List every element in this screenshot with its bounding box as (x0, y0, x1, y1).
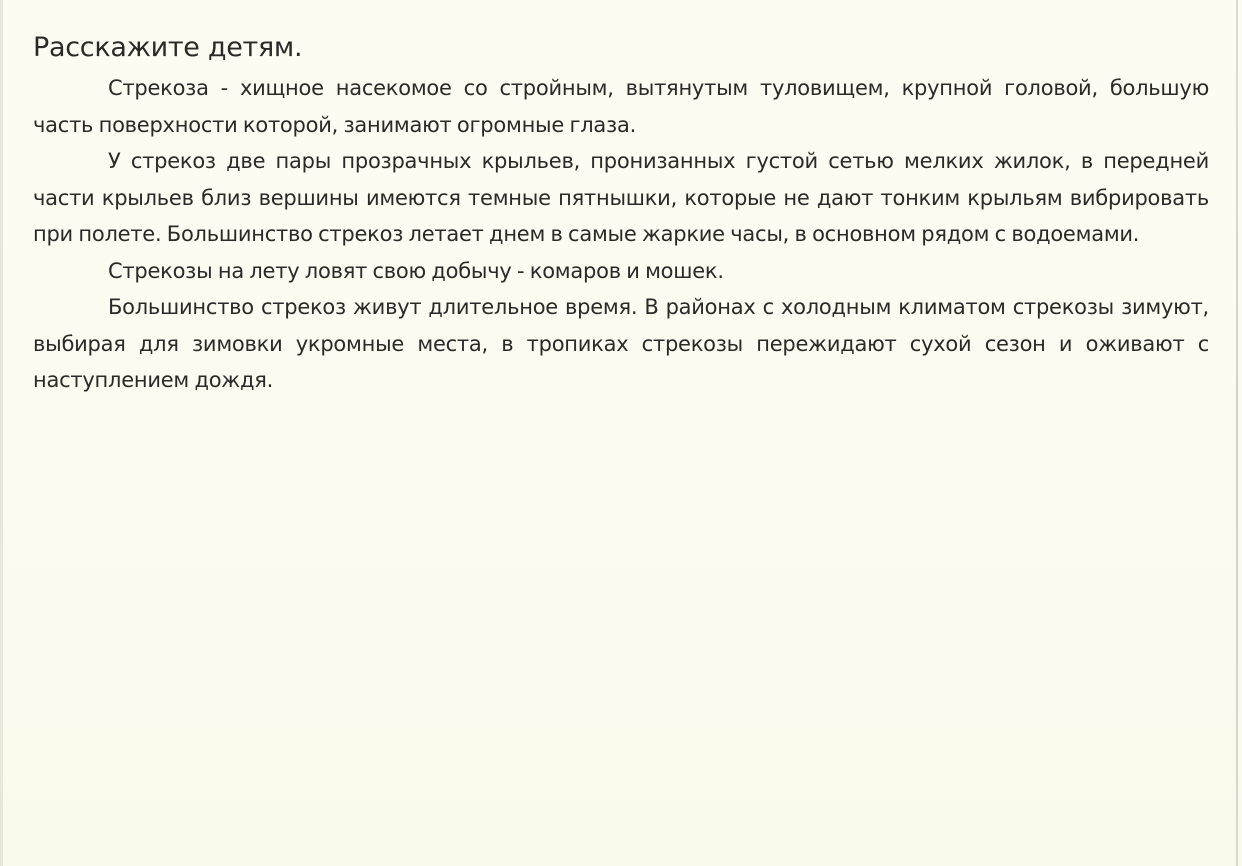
page-right-edge (1236, 0, 1238, 866)
paragraph-dragonfly-wings: У стрекоз две пары прозрачных крыльев, пронизанных густой сетью мелких жилок, в передней части крыльев близ вершины имеются темные пятнышки, которые не дают тонким крыльям вибрировать при полете. Большинство стрекоз летает днем в самые жаркие часы, в основном рядом с водоемами. (33, 149, 1209, 246)
paragraph-dragonfly-intro: Стрекоза - хищное насекомое со стройным, вытянутым туловищем, крупной головой, большую часть поверхности которой, занимают огромные глаза. (33, 76, 1209, 137)
page-heading: Расскажите детям. (33, 32, 303, 63)
paragraph-dragonfly-lifespan: Большинство стрекоз живут длительное время. В районах с холодным климатом стрекозы зимуют, выбирая для зимовки укромные места, в тропиках стрекозы пережидают сухой сезон и оживают с наступлением дождя. (33, 295, 1209, 392)
page-left-edge (0, 0, 3, 866)
paragraph-dragonfly-prey: Стрекозы на лету ловят свою добычу - комаров и мошек. (108, 258, 724, 283)
text-content (33, 30, 1209, 399)
